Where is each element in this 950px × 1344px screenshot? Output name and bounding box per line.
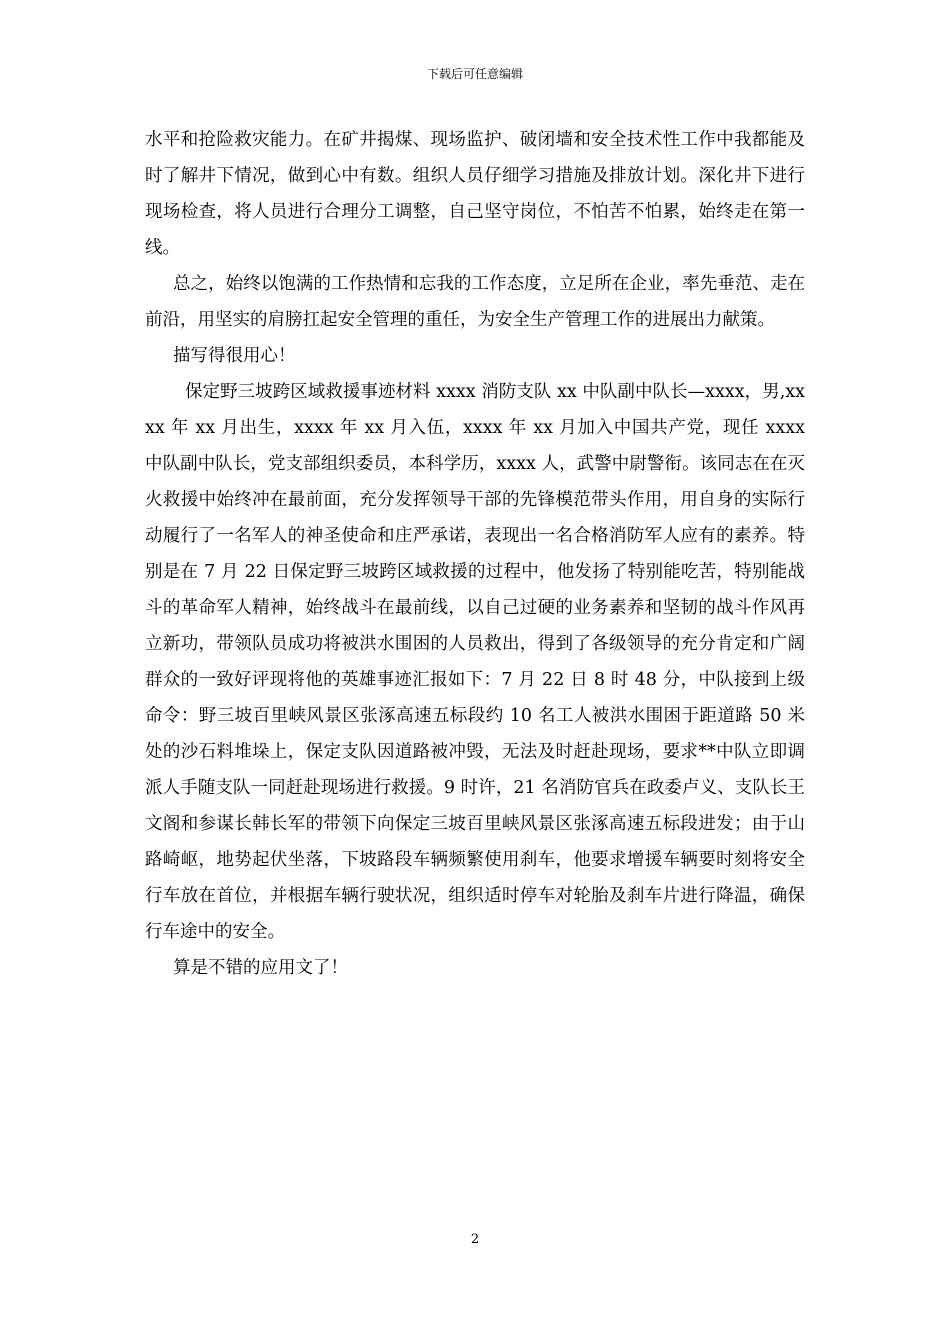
document-body — [145, 122, 805, 986]
paragraph-5: 算是不错的应用文了！ — [173, 958, 348, 978]
paragraph-3: 描写得很用心！ — [173, 346, 296, 366]
paragraph-4: 保定野三坡跨区域救援事迹材料 xxxx 消防支队 xx 中队副中队长—xxxx，男,xxxx 年 xx 月出生，xxxx 年 xx 月入伍，xxxx 年 xx 月加入中国共产党，现任 xxxx 中队副中队长，党支部组织委员，本科学历，xxxx 人，武警中尉警衔。该同志在在灭火救援中始终冲在最前面，充分发挥领导干部的先锋模范带头作用，用自身的实际行动履行了一名军人的神圣使命和庄严承诺，表现出一名合格消防军人应有的素养。特别是在 7 月 22 日保定野三坡跨区域救援的过程中，他发扬了特别能吃苦，特别能战斗的革命军人精神，始终战斗在最前线，以自己过硬的业务素养和坚韧的战斗作风再立新功，带领队员成功将被洪水围困的人员救出，得到了各级领导的充分肯定和广阔群众的一致好评现将他的英雄事迹汇报如下：7 月 22 日 8 时 48 分，中队接到上级命令：野三坡百里峡风景区张涿高速五标段约 10 名工人被洪水围困于距道路 50 米处的沙石料堆垛上，保定支队因道路被冲毁，无法及时赶赴现场，要求**中队立即调派人手随支队一同赶赴现场进行救援。9 时许，21 名消防官兵在政委卢义、支队长王文阁和参谋长韩长军的带领下向保定三坡百里峡风景区张涿高速五标段进发；由于山路崎岖，地势起伏坐落，下坡路段车辆频繁使用刹车，他要求增援车辆要时刻将安全行车放在首位，并根据车辆行驶状况，组织适时停车对轮胎及刹车片进行降温，确保行车途中的安全。 — [145, 382, 805, 942]
paragraph-1: 水平和抢险救灾能力。在矿井揭煤、现场监护、破闭墙和安全技术性工作中我都能及时了解井下情况，做到心中有数。组织人员仔细学习措施及排放计划。深化井下进行现场检查，将人员进行合理分工调整，自己坚守岗位，不怕苦不怕累，始终走在第一线。 — [145, 130, 805, 258]
page-number: 2 — [470, 1232, 480, 1247]
paragraph-2: 总之，始终以饱满的工作热情和忘我的工作态度，立足所在企业，率先垂范、走在前沿，用坚实的肩膀扛起安全管理的重任，为安全生产管理工作的进展出力献策。 — [145, 274, 805, 330]
page-header: 下载后可任意编辑 — [426, 67, 523, 81]
